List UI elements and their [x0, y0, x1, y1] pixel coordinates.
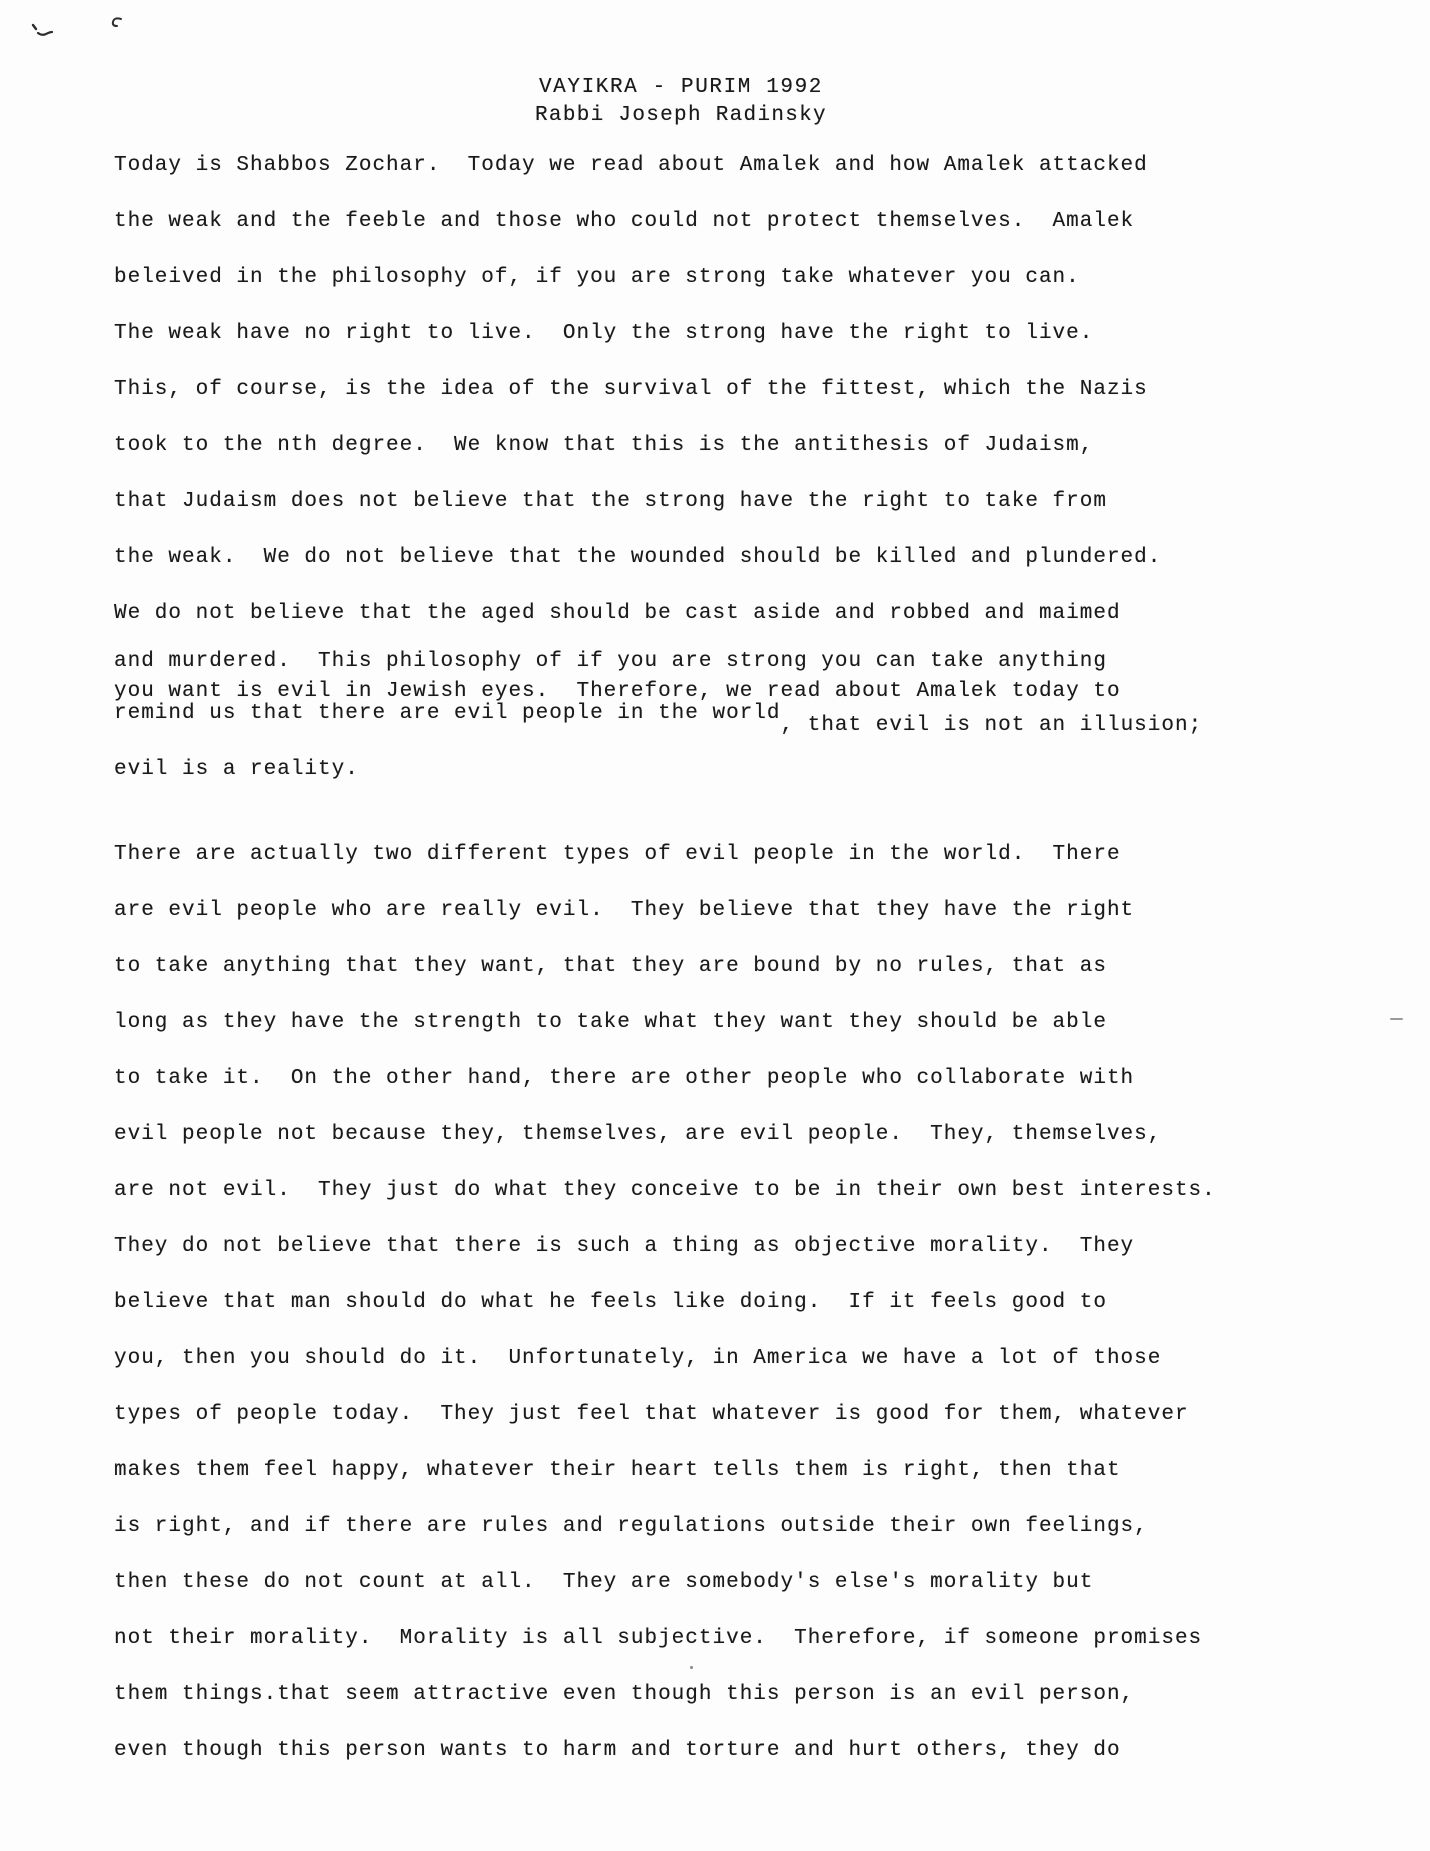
text-line: you want is evil in Jewish eyes. Therefore, we read about Amalek today to [114, 680, 1121, 703]
text-line: to take anything that they want, that they are bound by no rules, that as [114, 955, 1107, 978]
pen-mark-squiggle-left [38, 32, 52, 35]
text-line: the weak. We do not believe that the wounded should be killed and plundered. [114, 546, 1162, 569]
text-line: took to the nth degree. We know that this is the antithesis of Judaism, [114, 434, 1094, 457]
pen-mark-squiggle-right [113, 18, 121, 26]
text-line: The weak have no right to live. Only the strong have the right to live. [114, 322, 1094, 345]
text-line: Today is Shabbos Zochar. Today we read about Amalek and how Amalek attacked [114, 154, 1148, 177]
text-line: makes them feel happy, whatever their heart tells them is right, then that [114, 1459, 1121, 1482]
document-header [431, 76, 931, 128]
author-line: Rabbi Joseph Radinsky [535, 104, 827, 127]
pen-marks [0, 0, 180, 50]
text-line: then these do not count at all. They are somebody's else's morality but [114, 1571, 1094, 1594]
text-line: evil is a reality. [114, 758, 359, 781]
text-line: There are actually two different types of evil people in the world. There [114, 843, 1121, 866]
text-line: the weak and the feeble and those who could not protect themselves. Amalek [114, 210, 1135, 233]
text-line: you, then you should do it. Unfortunately, in America we have a lot of those [114, 1347, 1162, 1370]
text-line: long as they have the strength to take what they want they should be able [114, 1011, 1107, 1034]
text-line: beleived in the philosophy of, if you are strong take whatever you can. [114, 266, 1080, 289]
text-line: This, of course, is the idea of the survival of the fittest, which the Nazis [114, 378, 1148, 401]
pen-mark-tick [33, 25, 36, 29]
text-line: to take it. On the other hand, there are other people who collaborate with [114, 1067, 1135, 1090]
text-line: We do not believe that the aged should be cast aside and robbed and maimed [114, 602, 1121, 625]
text-line: evil people not because they, themselves, are evil people. They, themselves, [114, 1123, 1162, 1146]
text-line: types of people today. They just feel that whatever is good for them, whatever [114, 1403, 1189, 1426]
text-line: even though this person wants to harm and torture and hurt others, they do [114, 1739, 1121, 1762]
text-line: not their morality. Morality is all subjective. Therefore, if someone promises [114, 1627, 1203, 1650]
scan-artifact-dash [1390, 1018, 1403, 1020]
text-segment-baseline-shifted: , that evil is not an illusion; [780, 714, 1203, 737]
text-line [114, 702, 1203, 737]
scan-artifact-dot [690, 1666, 693, 1669]
text-line: is right, and if there are rules and regulations outside their own feelings, [114, 1515, 1148, 1538]
text-line: believe that man should do what he feels like doing. If it feels good to [114, 1291, 1107, 1314]
text-line: They do not believe that there is such a thing as objective morality. They [114, 1235, 1135, 1258]
text-line: and murdered. This philosophy of if you are strong you can take anything [114, 650, 1107, 673]
text-line: are not evil. They just do what they conceive to be in their own best interests. [114, 1179, 1216, 1202]
text-line: that Judaism does not believe that the strong have the right to take from [114, 490, 1107, 513]
page-title: VAYIKRA - PURIM 1992 [538, 76, 824, 99]
text-segment: remind us that there are evil people in the world [114, 702, 781, 725]
text-line: them things.that seem attractive even though this person is an evil person, [114, 1683, 1135, 1706]
text-line: are evil people who are really evil. They believe that they have the right [114, 899, 1135, 922]
